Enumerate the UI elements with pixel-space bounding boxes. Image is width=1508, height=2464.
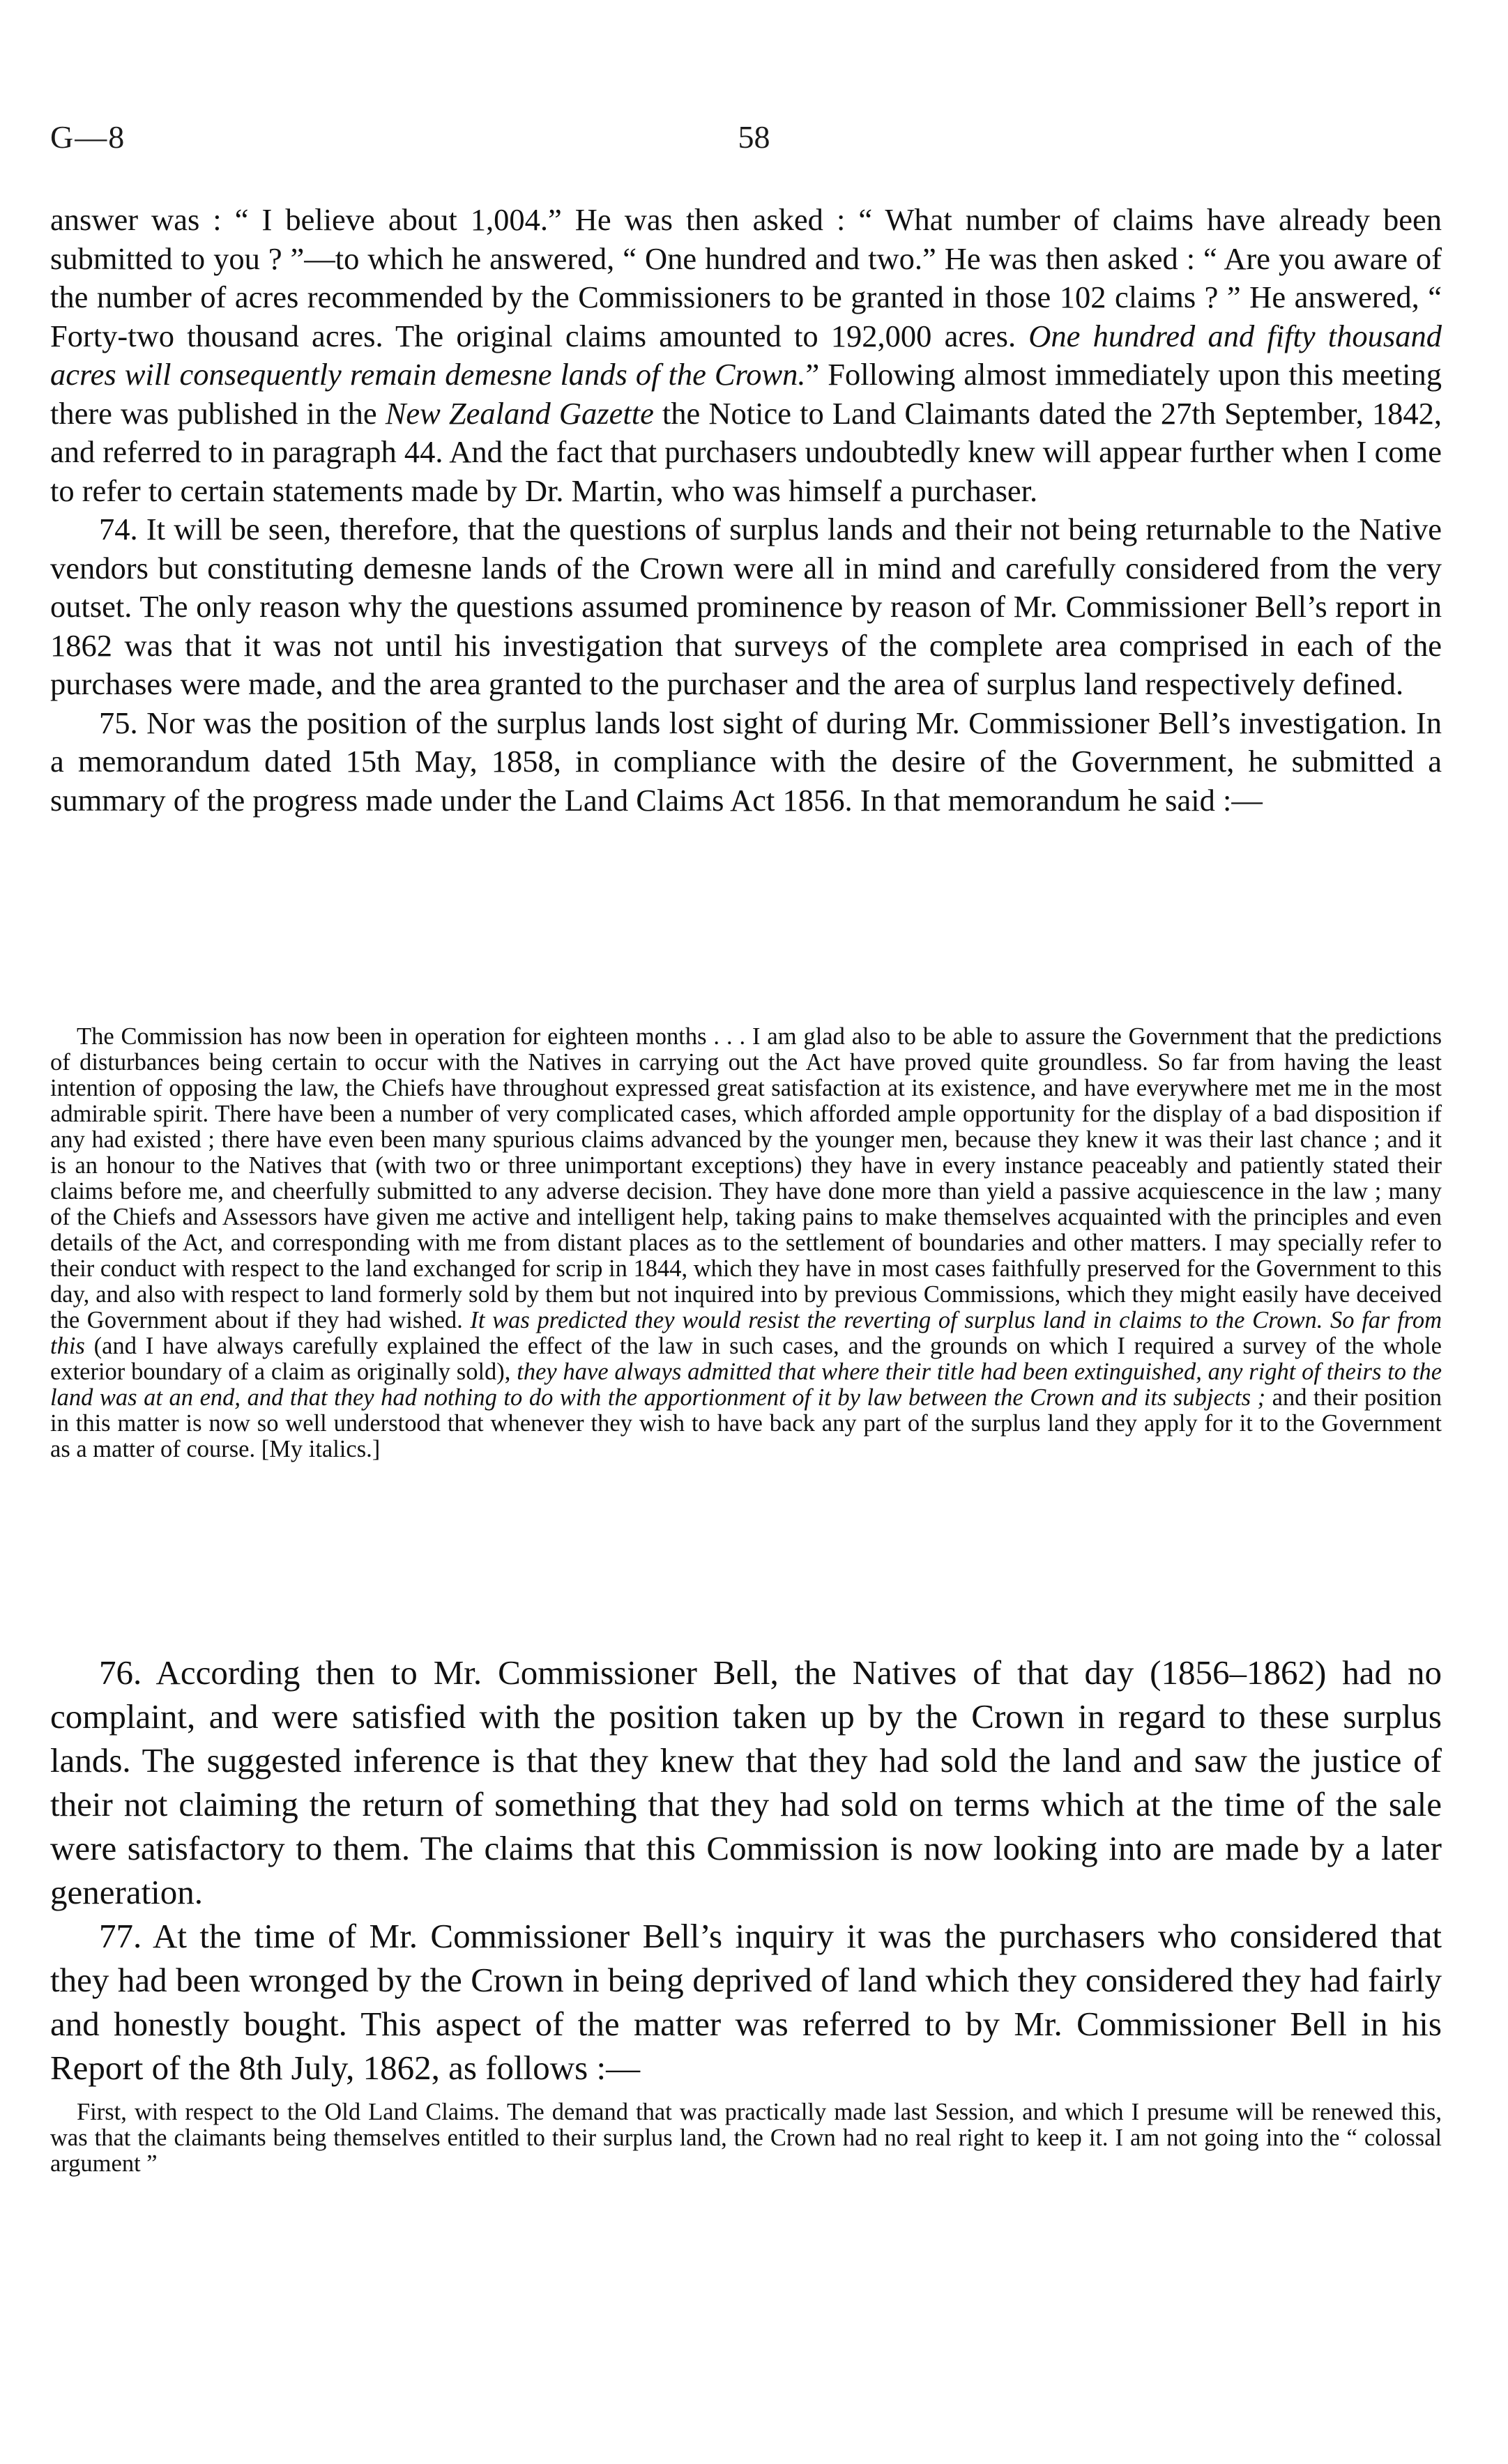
paragraph-73-text-a: answer was : “ I believe about 1,004.” He was then asked : “ What number of claims have already been submitted to you ? ”—to which he answered, “ One hundred and two.” He was then asked : “ Are you aware of the number of acres recommended by the Commissioners to be granted in those 102 claims ? ” He answered, “ Forty-two thousand acres. The original claims amounted to 192,000 acres.: [50, 202, 1442, 353]
paragraph-74-text: It will be seen, therefore, that the questions of surplus lands and their not being returnable to the Native vendors but constituting demesne lands of the Crown were all in mind and carefully considered from the very outset. The only reason why the questions assumed prominence by reason of Mr. Commissioner Bell’s report in 1862 was that it was not until his investigation that surveys of the complete area comprised in each of the purchases were made, and the area granted to the purchaser and the area of surplus land respectively defined.: [50, 512, 1442, 701]
paragraph-74: [50, 510, 1442, 704]
body-section-3: [50, 1651, 1442, 2185]
page-header: [50, 118, 1458, 167]
quotation-1858-memorandum: [50, 1024, 1442, 1462]
page-number: 58: [738, 119, 770, 155]
paragraph-75: [50, 704, 1442, 820]
paragraph-73-italic-d: New Zealand Gazette: [385, 395, 654, 431]
paragraph-76-number: 76.: [99, 1653, 142, 1692]
quote1-text-c: (and I have always carefully explained the effect of the law in such cases, and the grounds on which I required a survey of the whole exterior boundary of a claim as originally sold),: [50, 1333, 1442, 1385]
paragraph-75-text: Nor was the position of the surplus lands lost sight of during Mr. Commissioner Bell’s investigation. In a memorandum dated 15th May, 1858, in compliance with the desire of the Government, he submitted a summary of the progress made under the Land Claims Act 1856. In that memorandum he said :—: [50, 705, 1442, 818]
paragraph-77-text: At the time of Mr. Commissioner Bell’s inquiry it was the purchasers who considered that they had been wronged by the Crown in being deprived of land which they considered they had fairly and honestly bought. This aspect of the matter was referred to by Mr. Commissioner Bell in his Report of the 8th July, 1862, as follows :—: [50, 1917, 1442, 2087]
paragraph-73-continued: [50, 201, 1442, 510]
quote1-text-e: and their position in this matter is now so well understood that whenever they wish to have back any part of the surplus land they apply for it to the Government as a matter of course. [My italics.]: [50, 1384, 1442, 1462]
paragraph-75-number: 75.: [99, 705, 138, 740]
quote1-italic-b: It was predicted they would resist the reverting of surplus land in claims to the Crown. So far from this: [50, 1307, 1442, 1359]
quotation-1862-report: First, with respect to the Old Land Claims. The demand that was practically made last Session, and which I presume will be renewed this, was that the claimants being themselves entitled to their surplus land, the Crown had no real right to keep it. I am not going into the “ colossal argument ”: [50, 2099, 1442, 2177]
paragraph-77: [50, 1914, 1442, 2090]
paragraph-77-number: 77.: [99, 1917, 142, 1955]
page-id: G—8: [50, 119, 126, 155]
quote1-text-a: The Commission has now been in operation for eighteen months . . . I am glad also to be able to assure the Government that the predictions of disturbances being certain to occur with the Natives in carrying out the Act have proved quite groundless. So far from having the least intention of opposing the law, the Chiefs have throughout expressed great satisfaction at its existence, and have everywhere met me in the most admirable spirit. There have been a number of very complicated cases, which afforded ample opportunity for the display of a bad disposition if any had existed ; there have even been many spurious claims advanced by the younger men, because they knew it was their last chance ; and it is an honour to the Natives that (with two or three unimportant exceptions) they have in every instance peaceably and patiently stated their claims before me, and cheerfully submitted to any adverse decision. They have done more than yield a passive acquiescence in the law ; many of the Chiefs and Assessors have given me active and intelligent help, taking pains to make themselves acquainted with the principles and even details of the Act, and corresponding with me from distant places as to the settlement of boundaries and other matters. I may specially refer to their conduct with respect to the land exchanged for scrip in 1844, which they have in most cases faithfully preserved for the Government to this day, and also with respect to land formerly sold by them but not inquired into by previous Commissions, which they might easily have deceived the Government about if they had wished.: [50, 1023, 1442, 1333]
paragraph-73-italic-b: One hundred and fifty thousand acres will consequently remain demesne lands of the Crown.: [50, 318, 1442, 392]
body-section-1: [50, 201, 1442, 820]
quote1-italic-d: they have always admitted that where their title had been extinguished, any right of theirs to the land was at an end, and that they had nothing to do with the apportionment of it by law between the Crown and its subjects ;: [50, 1359, 1442, 1411]
paragraph-76-text: According then to Mr. Commissioner Bell, the Natives of that day (1856–1862) had no complaint, and were satisfied with the position taken up by the Crown in regard to these surplus lands. The suggested inference is that they knew that they had sold the land and saw the justice of their not claiming the return of something that they had sold on terms which at the time of the sale were satisfactory to them. The claims that this Commission is now looking into are made by a later generation.: [50, 1653, 1442, 1911]
paragraph-73-text-c: ” Following almost immediately upon this meeting there was published in the: [50, 357, 1442, 431]
body-section-2: [50, 1014, 1442, 1471]
paragraph-76: [50, 1651, 1442, 1914]
paragraph-73-text-e: the Notice to Land Claimants dated the 27th September, 1842, and referred to in paragraph 44. And the fact that purchasers undoubtedly knew will appear further when I come to refer to certain statements made by Dr. Martin, who was himself a purchaser.: [50, 395, 1442, 508]
paragraph-74-number: 74.: [99, 512, 138, 546]
